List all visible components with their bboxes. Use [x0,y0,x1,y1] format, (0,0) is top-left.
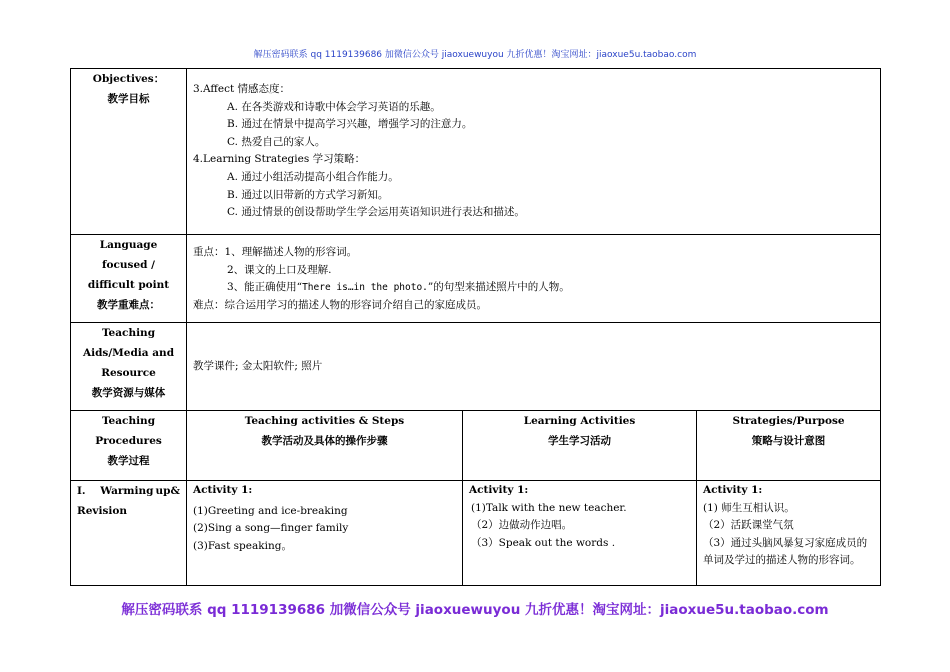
objective-line: A. 在各类游戏和诗歌中体会学习英语的乐趣。 [227,100,441,113]
teaching-steps-header-en: Teaching activities & Steps [244,415,405,427]
warming-row [71,481,881,586]
objectives-label-en: Objectives： [92,73,165,85]
warming-label-line2: Revision [77,505,128,517]
objective-line: B. 通过在情景中提高学习兴趣，增强学习的注意力。 [227,118,473,131]
objective-line: C. 热爱自己的家人。 [227,135,326,148]
language-focus-label-en-1: Language focused / [99,239,158,271]
aids-content: 教学课件; 金太阳软件; 照片 [187,323,881,411]
key-point-3-pre: 3、能正确使用“ [227,281,303,294]
objective-line: A. 通过小组活动提高小组合作能力。 [227,170,399,183]
aids-label-2: Aids/Media and [82,347,175,359]
aids-label-cn: 教学资源与媒体 [91,387,166,399]
objectives-label-cn: 教学目标 [107,93,150,105]
key-point-1: 重点：1、理解描述人物的形容词。 [193,246,358,258]
learning-activity-line: （2）边做动作边唱。 [471,519,573,532]
language-focus-content [187,235,881,323]
aids-row [71,323,881,411]
aids-label-3: Resource [101,367,156,379]
strategy-line: （2）活跃课堂气氛 [703,519,794,532]
warming-learning-title: Activity 1: [469,484,529,496]
lesson-plan-table [70,68,881,586]
key-point-3-post: ”的句型来描述照片中的人物。 [427,281,570,294]
procedures-label-cn: 教学过程 [107,455,150,467]
strategy-line: （3）通过头脑风暴复习家庭成员的单词及学过的描述人物的形容词。 [703,536,868,567]
warming-label-part1: I. Warming [77,485,154,497]
teaching-step-line: (3)Fast speaking。 [193,539,292,552]
warming-strategy-lines [703,500,874,570]
warming-strategy-cell [697,481,881,586]
procedures-header-row [71,411,881,481]
language-focus-label-cn: 教学重难点： [97,299,160,311]
aids-label-1: Teaching [101,327,156,339]
objectives-label [71,69,187,235]
learning-activity-line: （3）Speak out the words . [471,536,616,549]
procedures-label-2: Procedures [95,435,162,447]
header-watermark-banner: 解压密码联系 qq 1119139686 加微信公众号 jiaoxuewuyou 九折优惠！淘宝网址：jiaoxue5u.taobao.com [253,50,697,60]
teaching-steps-header-cn: 教学活动及具体的操作步骤 [261,435,388,447]
procedures-label-1: Teaching [101,415,156,427]
key-point-3 [193,279,874,297]
strategy-line: (1) 师生互相认识。 [703,501,795,514]
objective-line: B. 通过以旧带新的方式学习新知。 [227,188,389,201]
difficult-point: 难点：综合运用学习的描述人物的形容词介绍自己的家庭成员。 [193,298,487,311]
learning-activities-header [463,411,697,481]
warming-teaching-cell [187,481,463,586]
strategies-header [697,411,881,481]
strategies-header-en: Strategies/Purpose [732,415,845,427]
objective-line: 4.Learning Strategies 学习策略： [193,153,366,166]
learning-activity-line: (1)Talk with the new teacher. [471,501,627,514]
footer-watermark-banner: 解压密码联系 qq 1119139686 加微信公众号 jiaoxuewuyou 九折优惠！淘宝网址：jiaoxue5u.taobao.com [121,602,829,618]
teaching-steps-header [187,411,463,481]
warming-strategy-title: Activity 1: [703,484,763,496]
warming-teaching-lines [193,503,456,556]
key-point-3-sentence: There is…in the photo. [302,282,428,294]
warming-learning-lines [469,500,690,553]
language-focus-label-en-2: difficult point [87,279,170,291]
warming-teaching-title: Activity 1: [193,484,253,496]
warming-label-line1 [77,481,180,501]
teaching-step-line: (2)Sing a song—finger family [193,522,349,535]
procedures-label [71,411,187,481]
learning-activities-header-en: Learning Activities [523,415,636,427]
warming-label-part2: up& [155,485,180,497]
warming-label [71,481,187,586]
aids-label [71,323,187,411]
language-focus-row [71,235,881,323]
objectives-content [187,69,881,235]
language-focus-label [71,235,187,323]
objective-line: 3.Affect 情感态度： [193,83,291,95]
objective-line: C. 通过情景的创设帮助学生学会运用英语知识进行表达和描述。 [227,206,525,219]
learning-activities-header-cn: 学生学习活动 [548,435,611,447]
teaching-step-line: (1)Greeting and ice-breaking [193,504,348,517]
objectives-lines [193,81,874,222]
objectives-row [71,69,881,235]
key-point-2: 2、课文的上口及理解. [227,263,332,276]
warming-learning-cell [463,481,697,586]
strategies-header-cn: 策略与设计意图 [751,435,826,447]
